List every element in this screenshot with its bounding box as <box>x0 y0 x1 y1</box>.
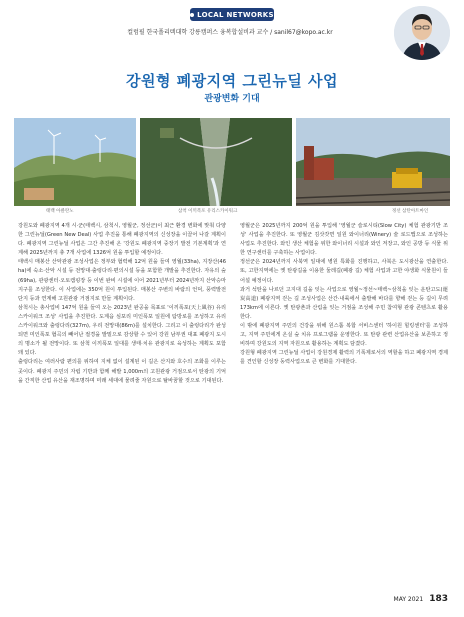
author-portrait-icon <box>394 6 450 60</box>
issue-date: MAY 2021 <box>393 596 424 603</box>
article-title: 강원형 폐광지역 그린뉴딜 사업 <box>125 72 339 90</box>
body-column-left <box>18 222 226 386</box>
page-footer <box>394 594 448 604</box>
article-subtitle: 관광변화 기대 <box>204 94 260 104</box>
body-paragraph: 강원도와 폐광지역 4개 시·군(태백시, 삼척시, 영월군, 정선군)이 최근 환경 변화에 맞춰 다양한 그린뉴딜(Green New Deal) 사업 추진을 통해 폐광지역의 신성장을 이끌어 나갈 계획이다. 폐광지역 그린뉴딜 사업은 그간 추진해 온 '강원도 폐광지역 중장기 발전 기본계획'과 연계해 2025년까지 총 7개 사업에 1326억 원을 투입할 예정이다. <box>18 223 226 257</box>
body-paragraph: 출렁다리는 여러사람 편의를 위하여 지체 없이 설계된 이 길은 산지와 호수의 조화를 이루는 곳이다. 폐광지 주민의 자립 기반과 함께 해발 1,000m의 고원관광 거점으로서 탄광의 기억을 간직한 산업 유산을 재조명하며 미래 세대에 물려줄 자원으로 탈바꿈할 것으로 기대된다. <box>18 359 226 384</box>
page-number: 183 <box>429 594 448 604</box>
bullet-icon <box>190 13 194 17</box>
body-paragraph: 과거 석탄을 나르던 고지대 길을 잇는 사업으로 영월~정선~태백~삼척을 잇는 운탄고도(運炭高道) 폐광지역 걷는 길 조성사업은 산간·내륙에서 출발해 바다를 향해 걷는 등 길이 무려 173km에 이른다. 옛 탄광촌과 산림을 잇는 거점을 조성해 주민 참여형 관광 콘텐츠로 활용한다. <box>240 286 448 320</box>
body-paragraph: 강원형 폐광지역 그린뉴딜 사업이 강원경제 활력의 기폭제로서의 역할을 하고 폐광지역 경제를 견인할 신성장 동력사업으로 큰 변화를 기대한다. <box>240 350 448 366</box>
photo-caption: 삼척 이끼폭포 유리스카이워크 <box>178 209 238 214</box>
header-banner <box>0 0 464 62</box>
body-paragraph: 영월군은 2025년까지 200억 원을 투입해 '영월군 슬로시티(Slow City) 체험 관광기반 조성' 사업을 추진한다. 또 영월군 김삿갓면 일원 와이너리(Winery) 술 로드맵으로 조성하는 사업도 추진한다. 와인 생산 체험을 위한 와이너리 시설과 와인 저장고, 와인 공방 등 식물 위한 연구센터를 구축하는 사업이다. <box>240 223 448 257</box>
photo-cliff-skywalk <box>140 118 292 206</box>
author-photo <box>394 6 450 60</box>
photo-mine-rail <box>296 118 450 206</box>
body-paragraph: 이 밖에 폐광지역 주민의 건강을 위해 원스톱 복합 서비스센터 '하이원 힐링센터'를 조성하고, 지역 주민에게 온실 숲 치유 프로그램을 운영한다. 또 탄광 관련 산업유산을 보존하고 정비하며 강원도의 지역 자원으로 활용하는 계획도 담겼다. <box>240 323 448 348</box>
section-label <box>190 8 274 21</box>
photo-caption: 정선 삼탄아트마인 <box>392 209 429 214</box>
body-paragraph: 정선군은 2024년까지 사북역 일대에 병원 특화를 진행하고, 사북은 도시광산을 연출한다. 또, 고한지역에는 옛 탄광길을 이용한 둘레길(폐광 길) 체험 사업과 고한 야생화 식물원이 들어설 예정이다. <box>240 259 448 284</box>
author-line: 컬럼필 한국폴리텍대학 강릉캠퍼스 융복합설비과 교수 / sanil67@kopo.ac.kr <box>127 29 333 36</box>
photo-caption: 태백 아클란노 <box>46 209 74 214</box>
body-paragraph: 삼척시는 총사업비 147억 원을 들여 오는 2023년 완공을 목표로 '이끼폭포(天上風谷) 유리스카이워크 조성' 사업을 추진한다. 도계읍 심포리 미인폭포 일원에 탐방로를 조성하고 유리스카이워크와 출렁다리(327m), 우리 전망대(86m)를 설치한다. 그리고 이 출렁다리가 완성되면 미인폭포 협곡의 빼어난 절경을 발밑으로 감상할 수 있어 강원 남부권 대표 폐광지 도시의 명소가 될 전망이다. 또 삼척 이끼폭포 일대를 생태·치유 관광지로 육성하는 계획도 포함돼 있다. <box>18 304 226 357</box>
body-column-right <box>240 222 448 368</box>
section-label-text: LOCAL NETWORKS <box>197 10 274 19</box>
body-paragraph: 태백시 매봉산 산악관광 조성사업은 정부와 협력해 12억 원을 들여 영월(33ha), 지장산(46ha)에 숙소·산악 시설 등 전망대·출렁다리·편의시설 등을 포함한 개발을 추진한다. 자유의 숲(69ha), 관광센터·오토캠핑장 등 이번 완비 시설에 이어 2021년부터 2024년까지 산악승마 지구를 조성한다. 이 사업에는 350억 원이 투입된다. 매봉산 주변의 바람의 언덕, 풍력발전단지 등과 연계해 고원관광 거점지로 만들 계획이다. <box>18 259 226 302</box>
photo-mountain-turbines <box>14 118 136 206</box>
